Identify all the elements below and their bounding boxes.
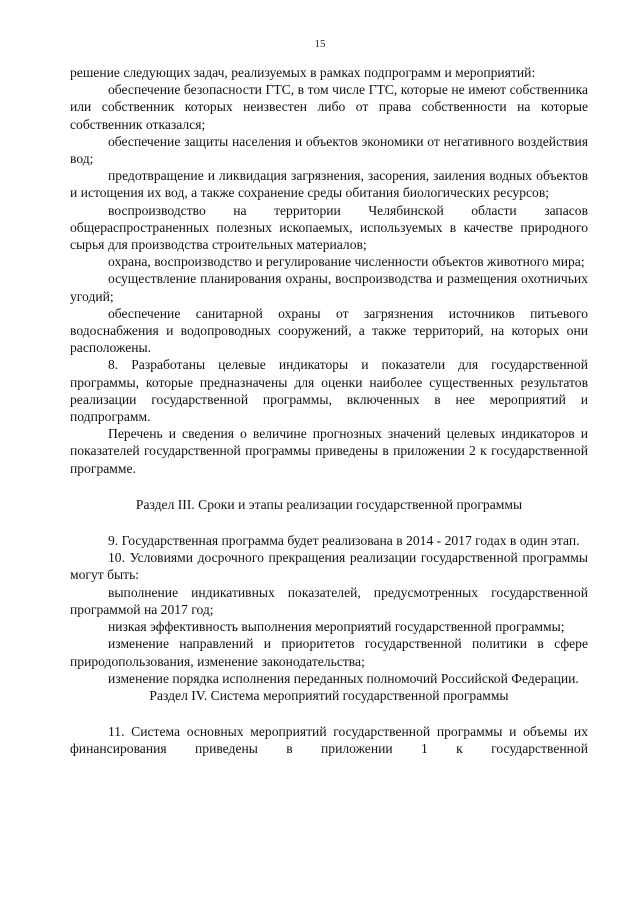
document-body xyxy=(70,64,588,758)
paragraph: Перечень и сведения о величине прогнозных значений целевых индикаторов и показателей государственной программы приведены в приложении 2 к государственной программе. xyxy=(70,426,588,476)
paragraph: обеспечение санитарной охраны от загрязнения источников питьевого водоснабжения и водопроводных сооружений, а также территорий, на которых они расположены. xyxy=(70,305,588,356)
paragraph: предотвращение и ликвидация загрязнения, засорения, заиления водных объектов и истощения их вод, а также сохранение среды обитания биологических ресурсов; xyxy=(70,168,588,201)
page-number: 15 xyxy=(314,38,326,50)
paragraph: воспроизводство на территории Челябинской области запасов общераспространенных полезных ископаемых, используемых в качестве природного сырья для производства строительных материалов; xyxy=(70,202,588,253)
paragraph: 11. Система основных мероприятий государственной программы и объемы их финансирования приведены в приложении 1 к государственной xyxy=(70,724,588,757)
paragraph: обеспечение безопасности ГТС, в том числе ГТС, которые не имеют собственника или собственник которых неизвестен либо от права собственности на которые собственник отказался; xyxy=(70,82,588,132)
paragraph: осуществление планирования охраны, воспроизводства и размещения охотничьих угодий; xyxy=(70,271,588,304)
paragraph: 10. Условиями досрочного прекращения реализации государственной программы могут быть: xyxy=(70,550,588,583)
paragraph: изменение порядка исполнения переданных полномочий Российской Федерации. xyxy=(108,670,579,686)
paragraph: 8. Разработаны целевые индикаторы и показатели для государственной программы, которые предназначены для оценки наиболее существенных результатов реализации государственной программы, включенных в нее мероприятий и подпрограмм. xyxy=(70,357,588,425)
paragraph: выполнение индикативных показателей, предусмотренных государственной программой на 2017 год; xyxy=(70,584,588,617)
section-heading: Раздел IV. Система мероприятий государственной программы xyxy=(149,687,509,703)
paragraph: низкая эффективность выполнения мероприятий государственной программы; xyxy=(108,619,565,635)
paragraph: изменение направлений и приоритетов государственной политики в сфере природопользования, изменение законодательства; xyxy=(70,636,588,669)
paragraph: решение следующих задач, реализуемых в рамках подпрограмм и мероприятий: xyxy=(70,65,536,80)
paragraph: охрана, воспроизводство и регулирование численности объектов животного мира; xyxy=(108,254,585,270)
paragraph: обеспечение защиты населения и объектов экономики от негативного воздействия вод; xyxy=(70,133,588,167)
paragraph: 9. Государственная программа будет реализована в 2014 - 2017 годах в один этап. xyxy=(108,533,580,549)
section-heading: Раздел III. Сроки и этапы реализации государственной программы xyxy=(135,496,523,512)
